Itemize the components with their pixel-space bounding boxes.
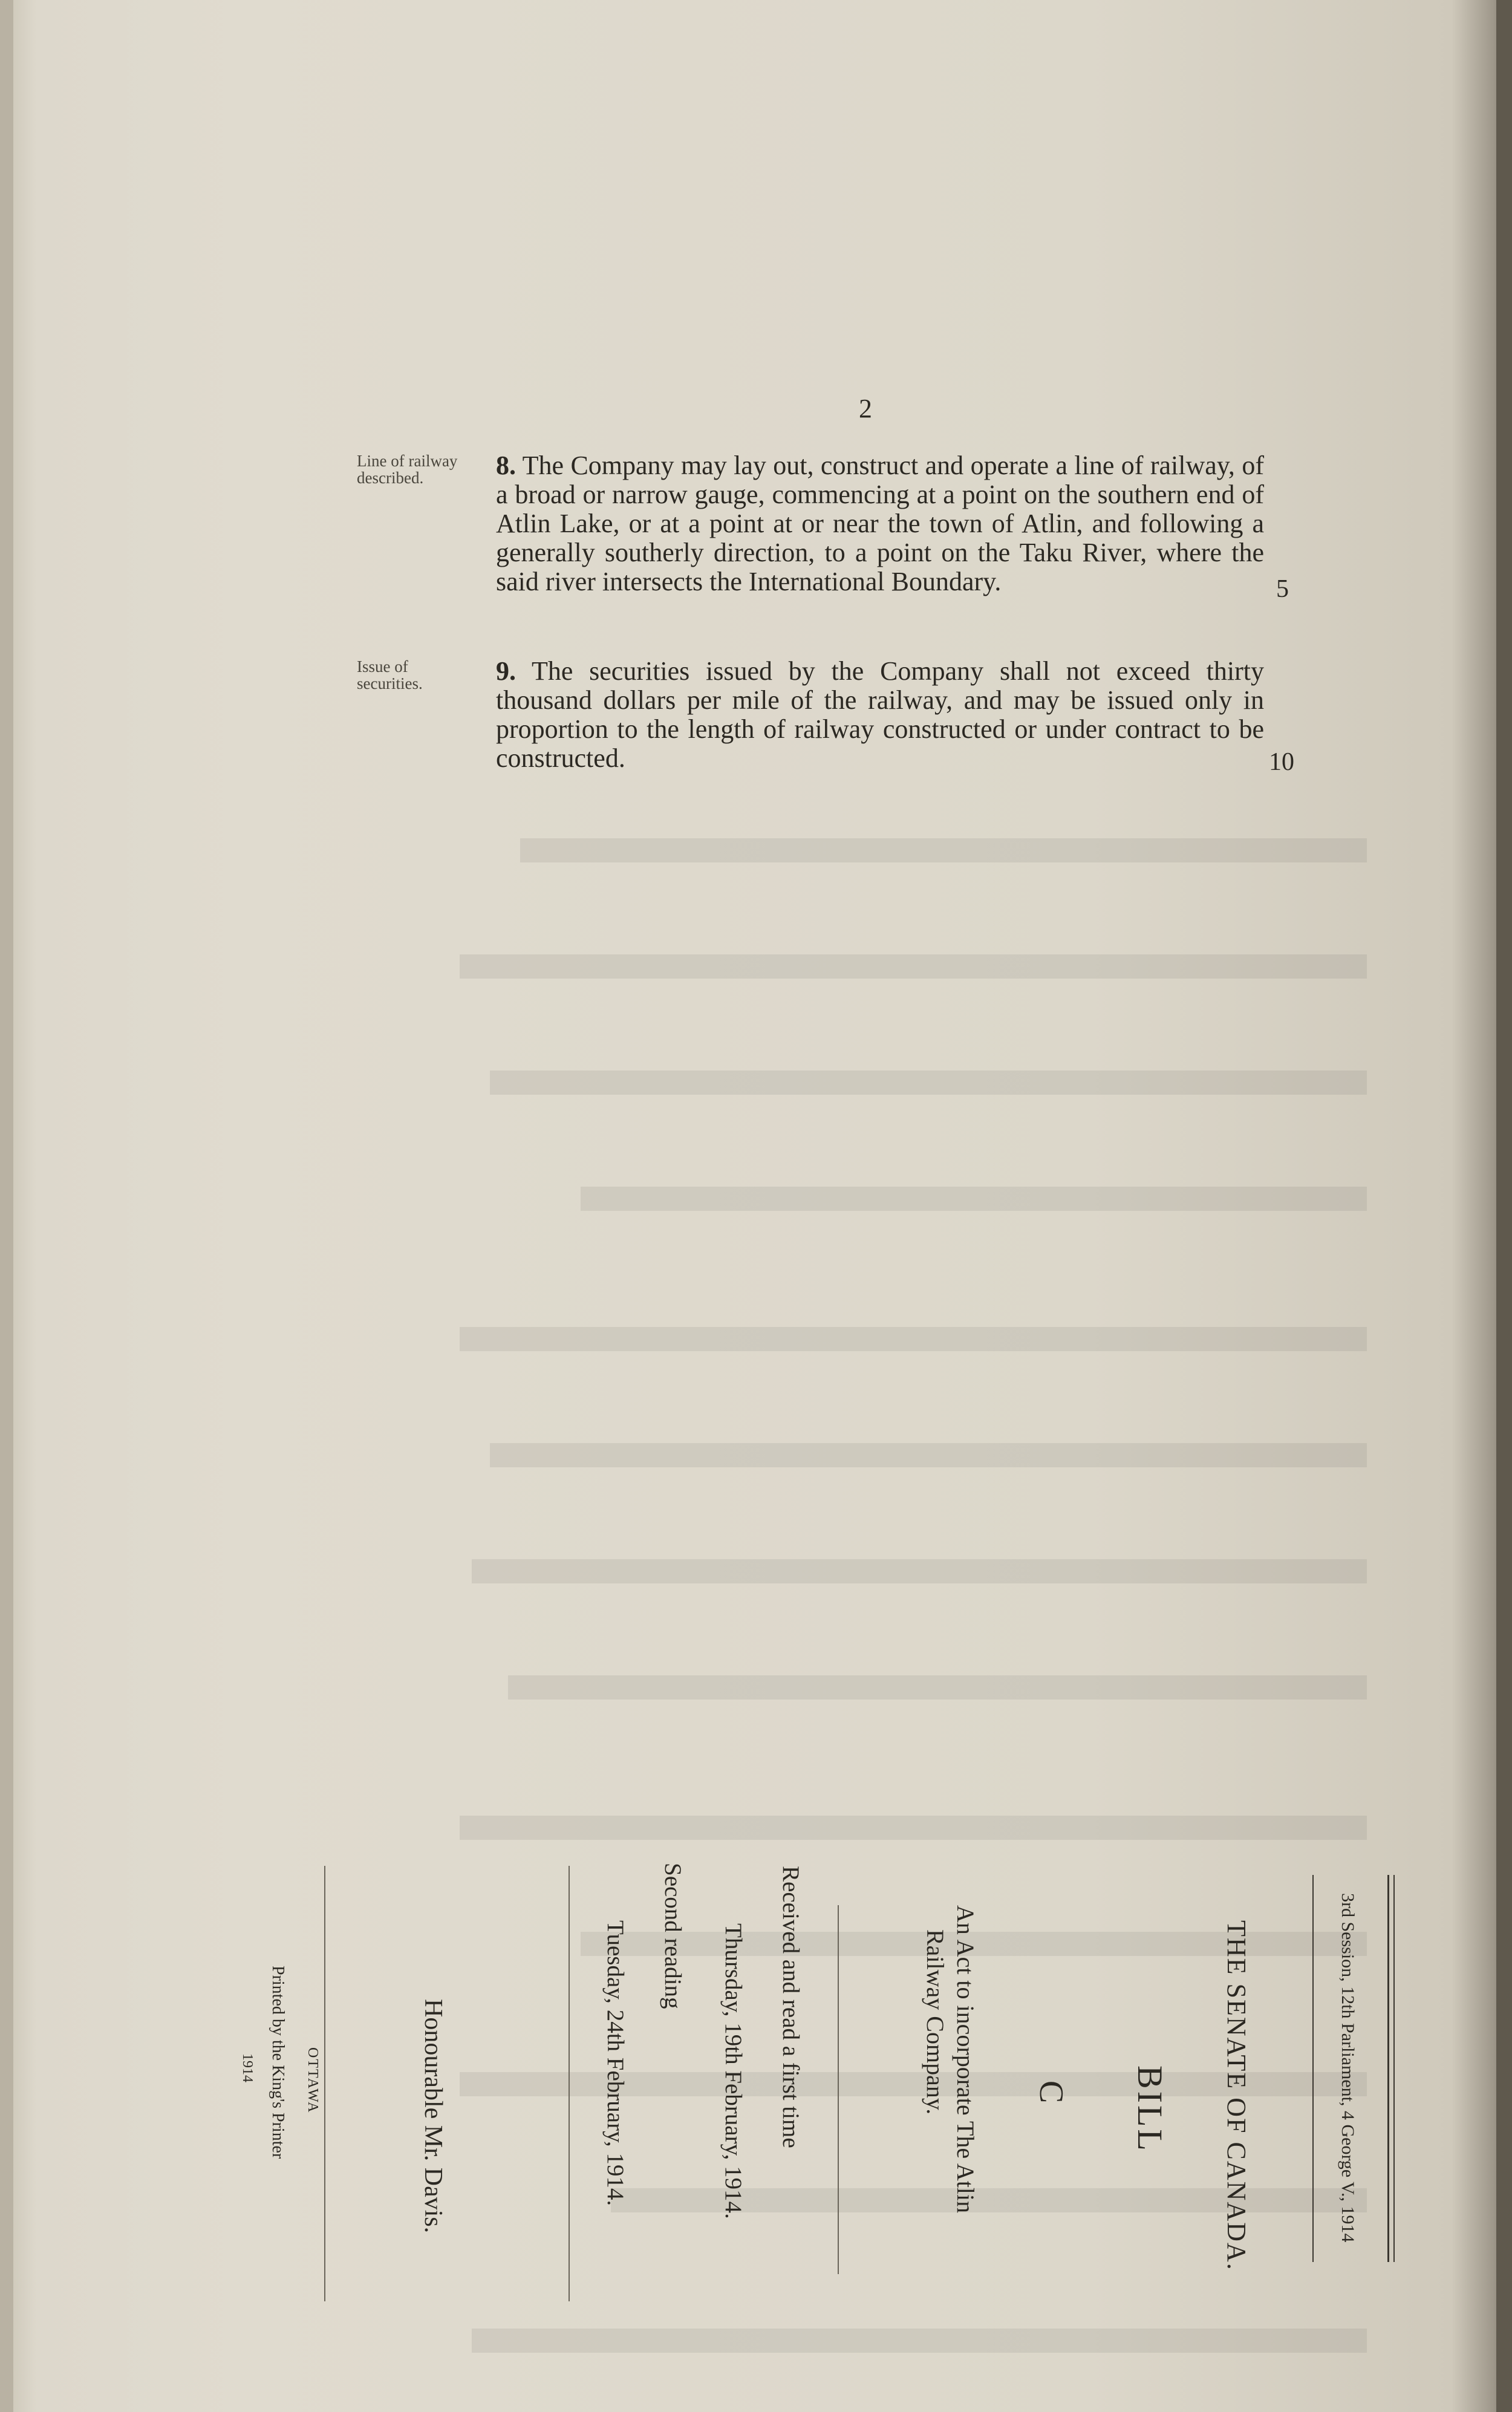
section-8 (496, 451, 1264, 596)
second-reading-date: Tuesday, 24th February, 1914. (602, 1920, 628, 2206)
endorsement-rule (1312, 1875, 1314, 2262)
section-number: 8. (496, 451, 516, 480)
section-9 (496, 657, 1264, 773)
bill-label: BILL (1130, 2065, 1170, 2153)
endorsement-rule (1393, 1875, 1395, 2262)
senate-heading: THE SENATE OF CANADA. (1222, 1920, 1251, 2271)
first-reading-label: Received and read a first time (778, 1866, 804, 2148)
section-text: The securities issued by the Company shall not exceed thirty thousand dollars per mile of the railway, and may be issued only in proportion to the length of railway constructed or under contract to be constructed. (496, 656, 1264, 773)
bill-title-line-1: An Act to incorporate The Atlin (952, 1905, 979, 2214)
section-text: The Company may lay out, construct and operate a line of railway, of a broad or narrow gauge, commencing at a point on the southern end of Atlin Lake, or at a point at or near the town of Atlin, and following a generally southerly direction, to a point on the Taku River, where the said river intersects the International Boundary. (496, 451, 1264, 596)
session-line: 3rd Session, 12th Parliament, 4 George V., 1914 (1338, 1893, 1358, 2243)
margin-note-line-of-railway: Line of railway described. (357, 452, 458, 487)
page-binding-edge (1496, 0, 1512, 2412)
printer-year: 1914 (240, 2053, 255, 2082)
section-number: 9. (496, 656, 516, 686)
bill-title-line-2: Railway Company. (922, 1929, 949, 2115)
page-number: 2 (859, 394, 872, 423)
line-number-10: 10 (1269, 748, 1294, 776)
divider-rule (569, 1866, 570, 2301)
divider-rule (324, 1866, 325, 2301)
sponsor-name: Honourable Mr. Davis. (419, 1999, 447, 2234)
printer-line: Printed by the King's Printer (269, 1966, 287, 2159)
line-number-5: 5 (1276, 575, 1289, 603)
divider-rule (838, 1905, 839, 2274)
printer-city: OTTAWA (305, 2047, 321, 2114)
first-reading-date: Thursday, 19th February, 1914. (720, 1923, 746, 2219)
endorsement-rule (1387, 1875, 1389, 2262)
second-reading-label: Second reading (660, 1863, 686, 2009)
bill-letter: C (1032, 2081, 1070, 2104)
page-left-edge (0, 0, 13, 2412)
margin-note-issue-of-securities: Issue of securities. (357, 657, 423, 693)
